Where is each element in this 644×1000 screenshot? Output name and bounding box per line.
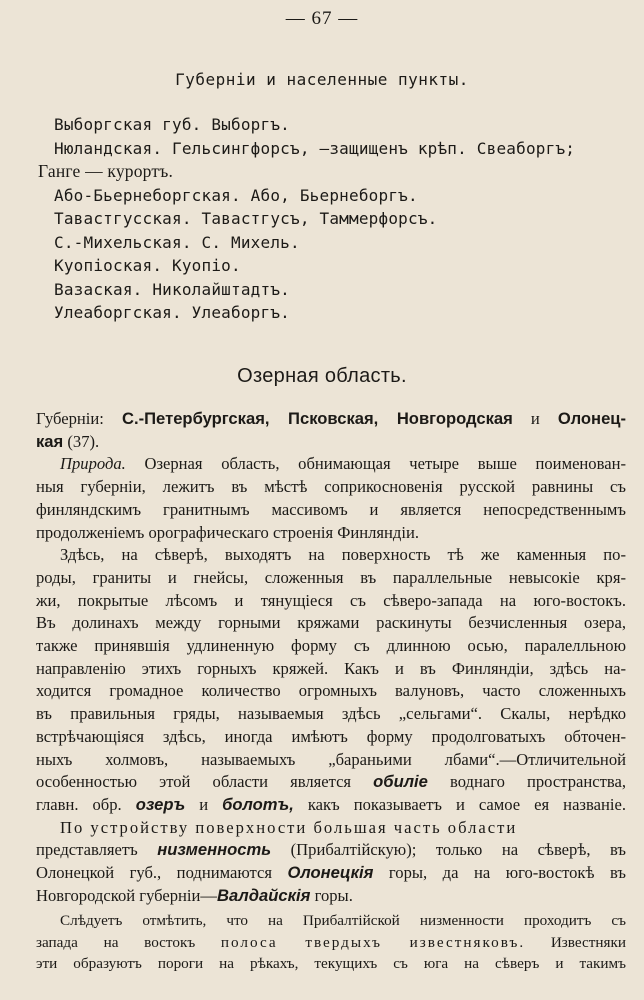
text-span: какъ показываетъ и самое ея названіе. <box>307 794 626 814</box>
list-item: Ганге — курортъ. <box>38 161 174 181</box>
emphasis-term: болотъ, <box>222 794 294 814</box>
body-text <box>36 408 626 907</box>
text-line <box>36 771 626 794</box>
text-span: Озерная область, обнимающая четыре выше поименован- <box>144 454 626 474</box>
text-span: воднаго пространства, <box>449 772 626 792</box>
text-line <box>36 885 626 908</box>
text-span: горы. <box>314 885 353 905</box>
text-span: и <box>199 794 209 814</box>
list-item: Вазаская. Николайштадтъ. <box>54 279 290 299</box>
bold-provinces: С.-Петербургская, Псковская, Новгородская <box>122 409 513 428</box>
small-print-paragraph <box>36 910 626 975</box>
bold-provinces: Олонец- <box>557 409 627 428</box>
text-span: запада на востокъ <box>36 933 196 951</box>
text-line: финляндскимъ гранитнымъ массивомъ и является непосредственнымъ <box>36 499 626 519</box>
emphasis-term: низменность <box>157 840 272 860</box>
text-line: направленію этихъ горныхъ кряжей. Какъ и въ Финляндіи, здѣсь на- <box>36 658 626 678</box>
section-title: Губерніи и населенные пункты. <box>175 70 469 89</box>
list-item: Нюландская. Гельсингфорсъ, —защищенъ крѣп. Свеаборгъ; <box>54 138 576 158</box>
text-line: также принявшія удлиненную форму съ длинною осью, паралелльною <box>36 636 626 656</box>
text-span: горы, да на юго-востокѣ въ <box>388 863 626 883</box>
spaced-term: полоса твердыхъ известняковъ. <box>220 933 526 951</box>
text-line <box>36 453 626 476</box>
text-line: Въ долинахъ между горными кряжами раскинуты безчисленныя озера, <box>36 613 626 633</box>
emphasis-term: Валдайскія <box>217 885 311 905</box>
text-line <box>36 932 626 954</box>
text-span: Новгородской губерніи— <box>36 885 218 905</box>
emphasis-term: Олонецкія <box>287 863 374 883</box>
list-item: Улеаборгская. Улеаборгъ. <box>54 303 290 322</box>
provinces-list <box>38 113 634 325</box>
emphasis-term: озеръ <box>135 794 186 814</box>
text-span: Олонецкой губ., поднимаются <box>36 863 272 883</box>
text-line: эти образуютъ пороги на рѣкахъ, текущихъ съ юга на сѣверъ и такимъ <box>36 955 626 972</box>
list-item: Куопіоская. Куопіо. <box>54 256 241 275</box>
text-line: встрѣчающіяся здѣсь, иногда имѣютъ форму продолговатыхъ обточен- <box>36 726 626 746</box>
text-line <box>36 431 626 454</box>
text-line: жи, покрытые лѣсомъ и тянущіеся съ сѣверо-запада на юго-востокъ. <box>36 590 626 610</box>
text-span: особенностью этой области является <box>36 772 352 792</box>
text-line: ходится громадное количество огромныхъ валуновъ, часто сложенныхъ <box>36 681 626 701</box>
list-item: С.-Михельская. С. Михель. <box>54 232 300 252</box>
text-span: и <box>530 409 540 428</box>
italic-term: Природа. <box>60 454 126 474</box>
text-span: (Прибалтійскую); только на сѣверѣ, въ <box>290 840 627 860</box>
text-span: главн. обр. <box>36 794 122 814</box>
bold-provinces: кая <box>36 431 64 451</box>
text-span: (37). <box>67 431 100 451</box>
page-number: — 67 — <box>285 8 359 29</box>
text-line <box>36 839 626 862</box>
text-line <box>36 794 626 817</box>
text-line: По устройству поверхности большая часть области <box>60 817 518 837</box>
text-line <box>36 408 626 431</box>
text-line: роды, граниты и гнейсы, сложенныя въ параллельные невысокіе кря- <box>36 567 626 587</box>
text-line: ныхъ холмовъ, называемыхъ „бараньими лбами“.—Отличительной <box>36 749 626 769</box>
text-line <box>36 862 626 885</box>
text-line: Слѣдуетъ отмѣтить, что на Прибалтійской низменности проходитъ съ <box>60 912 626 929</box>
text-span: Губерніи: <box>36 409 104 428</box>
text-line: ныя губерніи, лежитъ въ мѣстѣ соприкосновенія русской равнины съ <box>36 477 626 497</box>
list-item: Выборгская губ. Выборгъ. <box>54 115 290 134</box>
text-span: представляетъ <box>36 840 138 860</box>
text-line: въ правильныя гряды, называемыя здѣсь „сельгами“. Скалы, нерѣдко <box>36 704 626 724</box>
text-line: продолженіемъ орографическаго строенія Финляндіи. <box>36 522 419 542</box>
list-item: Тавастгусская. Тавастгусъ, Таммерфорсъ. <box>54 209 438 228</box>
text-span: Известняки <box>550 933 627 951</box>
heading-lake-region: Озерная область. <box>237 365 407 387</box>
emphasis-term: обиліе <box>373 772 428 792</box>
list-item: Або-Бьернеборгская. Або, Бьернеборгъ. <box>54 185 418 205</box>
text-line: Здѣсь, на сѣверѣ, выходятъ на поверхность тѣ же каменныя по- <box>60 545 626 565</box>
